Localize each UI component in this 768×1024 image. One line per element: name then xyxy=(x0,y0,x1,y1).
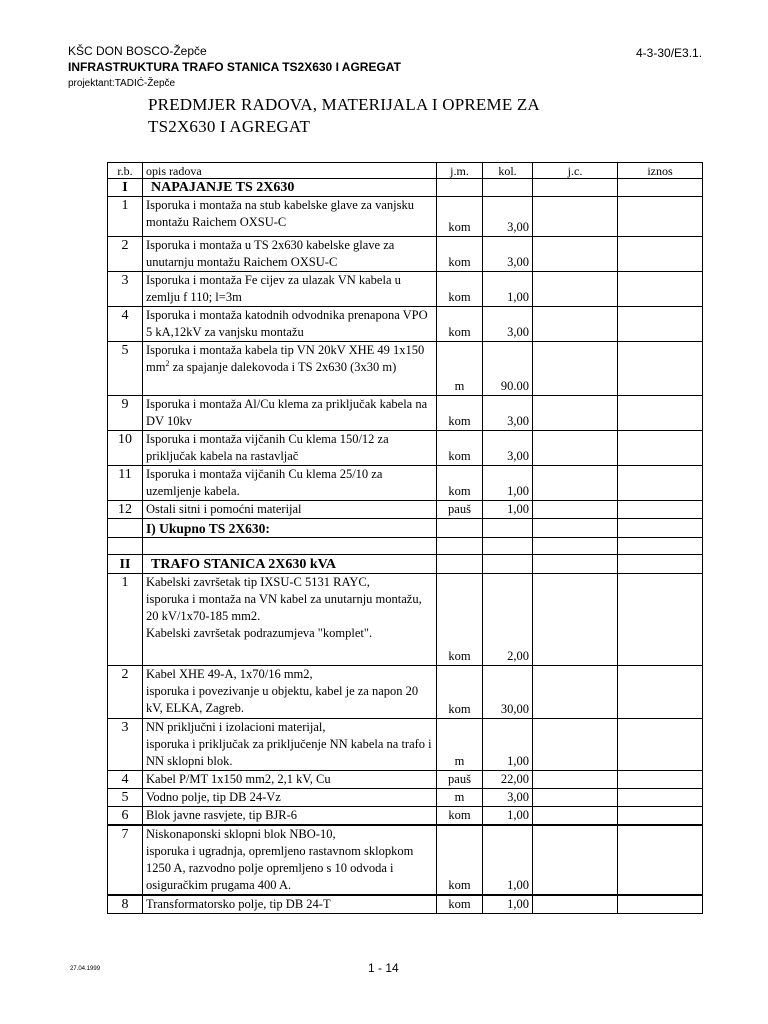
col-kol: kol. xyxy=(483,163,533,179)
table-row: 9 Isporuka i montaža Al/Cu klema za priključak kabela na DV 10kv kom 3,00 xyxy=(108,396,703,431)
table-header-row xyxy=(108,163,703,179)
table-row: 6 Blok javne rasvjete, tip BJR-6 kom 1,00 xyxy=(108,807,703,826)
table-row: 8 Transformatorsko polje, tip DB 24-T kom 1,00 xyxy=(108,895,703,914)
page-title xyxy=(148,94,540,138)
table-row: 1 Kabelski završetak tip IXSU-C 5131 RAYC, isporuka i montaža na VN kabel za unutarnju montažu, 20 kV/1x70-185 mm2. Kabelski završetak podrazumjeva "komplet". kom 2,00 xyxy=(108,574,703,666)
section-row xyxy=(108,555,703,574)
table-row: 4 Isporuka i montaža katodnih odvodnika prenapona VPO 5 kA,12kV za vanjsku montažu kom 3,00 xyxy=(108,307,703,342)
designer: projektant:TADIĆ-Žepče xyxy=(68,78,176,89)
col-jm: j.m. xyxy=(437,163,483,179)
org-name: KŠC DON BOSCO-Žepče xyxy=(68,44,207,58)
footer-date: 27.04.1999 xyxy=(70,966,101,972)
table-row: 5 Vodno polje, tip DB 24-Vz m 3,00 xyxy=(108,789,703,807)
section-title: TRAFO STANICA 2X630 kVA xyxy=(143,555,437,574)
document-code: 4-3-30/E3.1. xyxy=(636,46,703,60)
project-name: INFRASTRUKTURA TRAFO STANICA TS2X630 I AGREGAT xyxy=(68,60,401,74)
section-row xyxy=(108,179,703,197)
col-jc: j.c. xyxy=(533,163,618,179)
table-row: 4 Kabel P/MT 1x150 mm2, 2,1 kV, Cu pauš 22,00 xyxy=(108,771,703,789)
title-line-1: PREDMJER RADOVA, MATERIJALA I OPREME ZA xyxy=(148,95,540,114)
subtotal-row xyxy=(108,519,703,538)
table-row: 1 Isporuka i montaža na stub kabelske glave za vanjsku montažu Raichem OXSU-C kom 3,00 xyxy=(108,197,703,237)
table-row: 2 Kabel XHE 49-A, 1x70/16 mm2, isporuka i povezivanje u objektu, kabel je za napon 20 kV, ELKA, Zagreb. kom 30,00 xyxy=(108,666,703,719)
table-row: 7 Niskonaponski sklopni blok NBO-10, isporuka i ugradnja, opremljeno rastavnom sklopkom 1250 A, razvodno polje opremljeno s 10 odvoda i osiguračkim prugama 400 A. kom 1,00 xyxy=(108,825,703,895)
section-title: NAPAJANJE TS 2X630 xyxy=(143,179,437,197)
col-iznos: iznos xyxy=(618,163,703,179)
table-row: 3 Isporuka i montaža Fe cijev za ulazak VN kabela u zemlju f 110; l=3m kom 1,00 xyxy=(108,272,703,307)
table-row: 12 Ostali sitni i pomoćni materijal pauš 1,00 xyxy=(108,501,703,519)
section-number: II xyxy=(108,555,143,574)
table-row: 3 NN priključni i izolacioni materijal, isporuka i priključak za priključenje NN kabela na trafo i NN sklopni blok. m 1,00 xyxy=(108,719,703,771)
table-row: 2 Isporuka i montaža u TS 2x630 kabelske glave za unutarnju montažu Raichem OXSU-C kom 3,00 xyxy=(108,237,703,272)
table-row: 5 Isporuka i montaža kabela tip VN 20kV XHE 49 1x150 $mm^2$ za spajanje dalekovoda i TS 2x630 (3x30 m) m 90.00 xyxy=(108,342,703,396)
subtotal-label: I) Ukupno TS 2X630: xyxy=(143,519,437,538)
table-row: 10 Isporuka i montaža vijčanih Cu klema 150/12 za priključak kabela na rastavljač kom 3,00 xyxy=(108,431,703,466)
bill-of-quantities-table xyxy=(107,162,703,914)
empty-row xyxy=(108,538,703,555)
table-row: 11 Isporuka i montaža vijčanih Cu klema 25/10 za uzemljenje kabela. kom 1,00 xyxy=(108,466,703,501)
section-number: I xyxy=(108,179,143,197)
col-rb: r.b. xyxy=(108,163,143,179)
col-opis: opis radova xyxy=(143,163,437,179)
page-number: 1 - 14 xyxy=(368,961,399,975)
title-line-2: TS2X630 I AGREGAT xyxy=(148,117,311,136)
